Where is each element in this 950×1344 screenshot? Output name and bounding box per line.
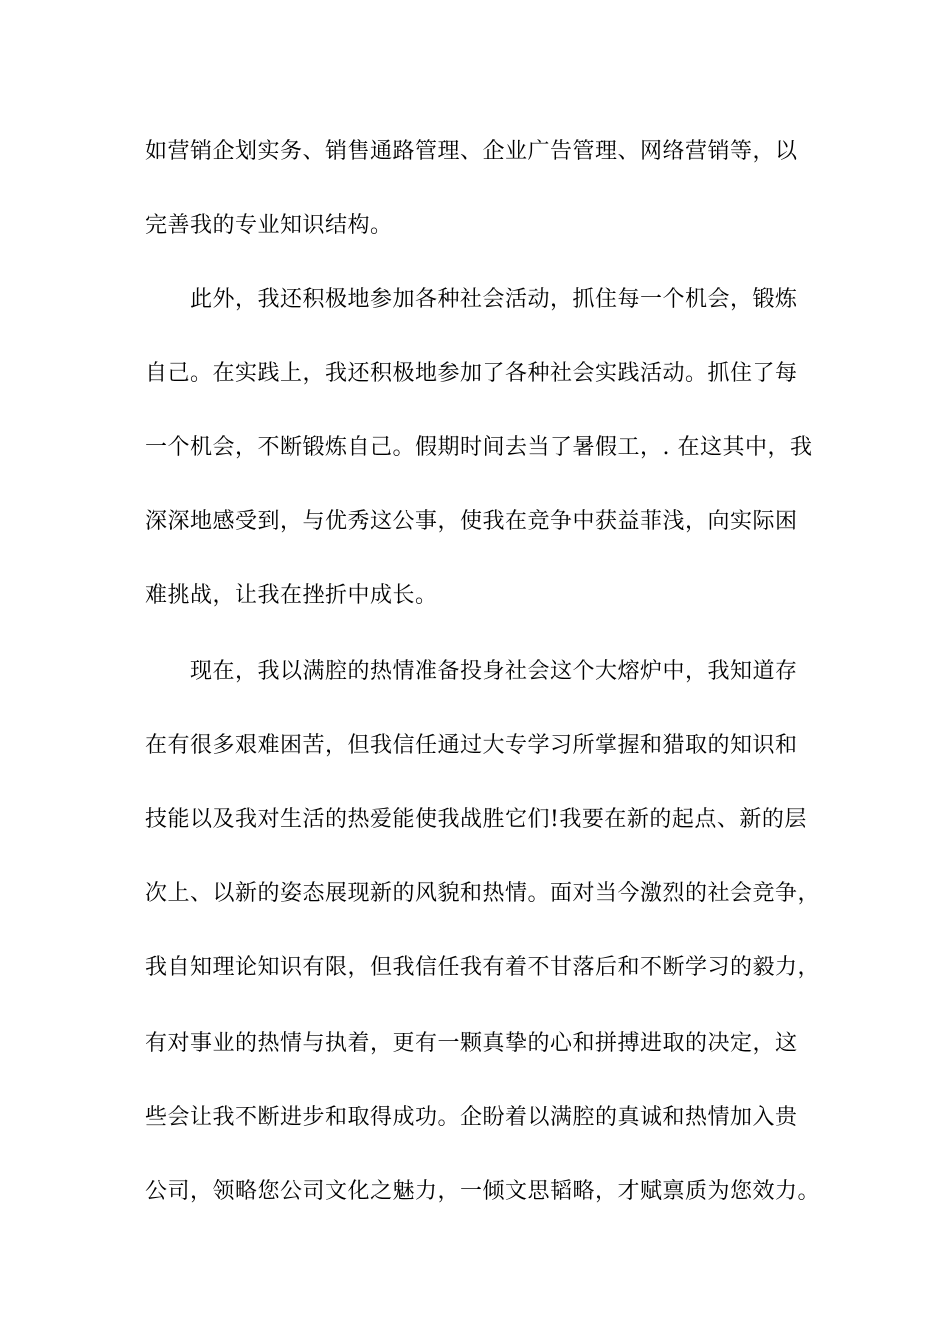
- text-line: 些会让我不断进步和取得成功。企盼着以满腔的真诚和热情加入贵: [145, 1105, 798, 1130]
- text-line: 深深地感受到，与优秀这公事，使我在竞争中获益菲浅，向实际困: [145, 509, 798, 534]
- paragraph-start-line: 此外，我还积极地参加各种社会活动，抓住每一个机会，锻炼: [190, 287, 798, 312]
- paragraph-start-line: 现在，我以满腔的热情准备投身社会这个大熔炉中，我知道存: [190, 659, 798, 684]
- text-line: 次上、以新的姿态展现新的风貌和热情。面对当今激烈的社会竞争，: [145, 881, 821, 906]
- text-line: 有对事业的热情与执着，更有一颗真挚的心和拼搏进取的决定，这: [145, 1031, 798, 1056]
- text-line: 我自知理论知识有限，但我信任我有着不甘落后和不断学习的毅力，: [145, 955, 821, 980]
- text-line: 在有很多艰难困苦，但我信任通过大专学习所掌握和猎取的知识和: [145, 733, 798, 758]
- text-line: 难挑战，让我在挫折中成长。: [145, 583, 438, 608]
- text-line: 如营销企划实务、销售通路管理、企业广告管理、网络营销等，以: [145, 139, 798, 164]
- text-line: 公司，领略您公司文化之魅力，一倾文思韬略，才赋禀质为您效力。: [145, 1179, 821, 1204]
- text-line: 一个机会，不断锻炼自己。假期时间去当了暑假工，. 在这其中，我: [145, 435, 813, 460]
- text-line: 自己。在实践上，我还积极地参加了各种社会实践活动。抓住了每: [145, 361, 798, 386]
- text-line: 技能以及我对生活的热爱能使我战胜它们!我要在新的起点、新的层: [145, 807, 807, 832]
- text-line: 完善我的专业知识结构。: [145, 213, 393, 238]
